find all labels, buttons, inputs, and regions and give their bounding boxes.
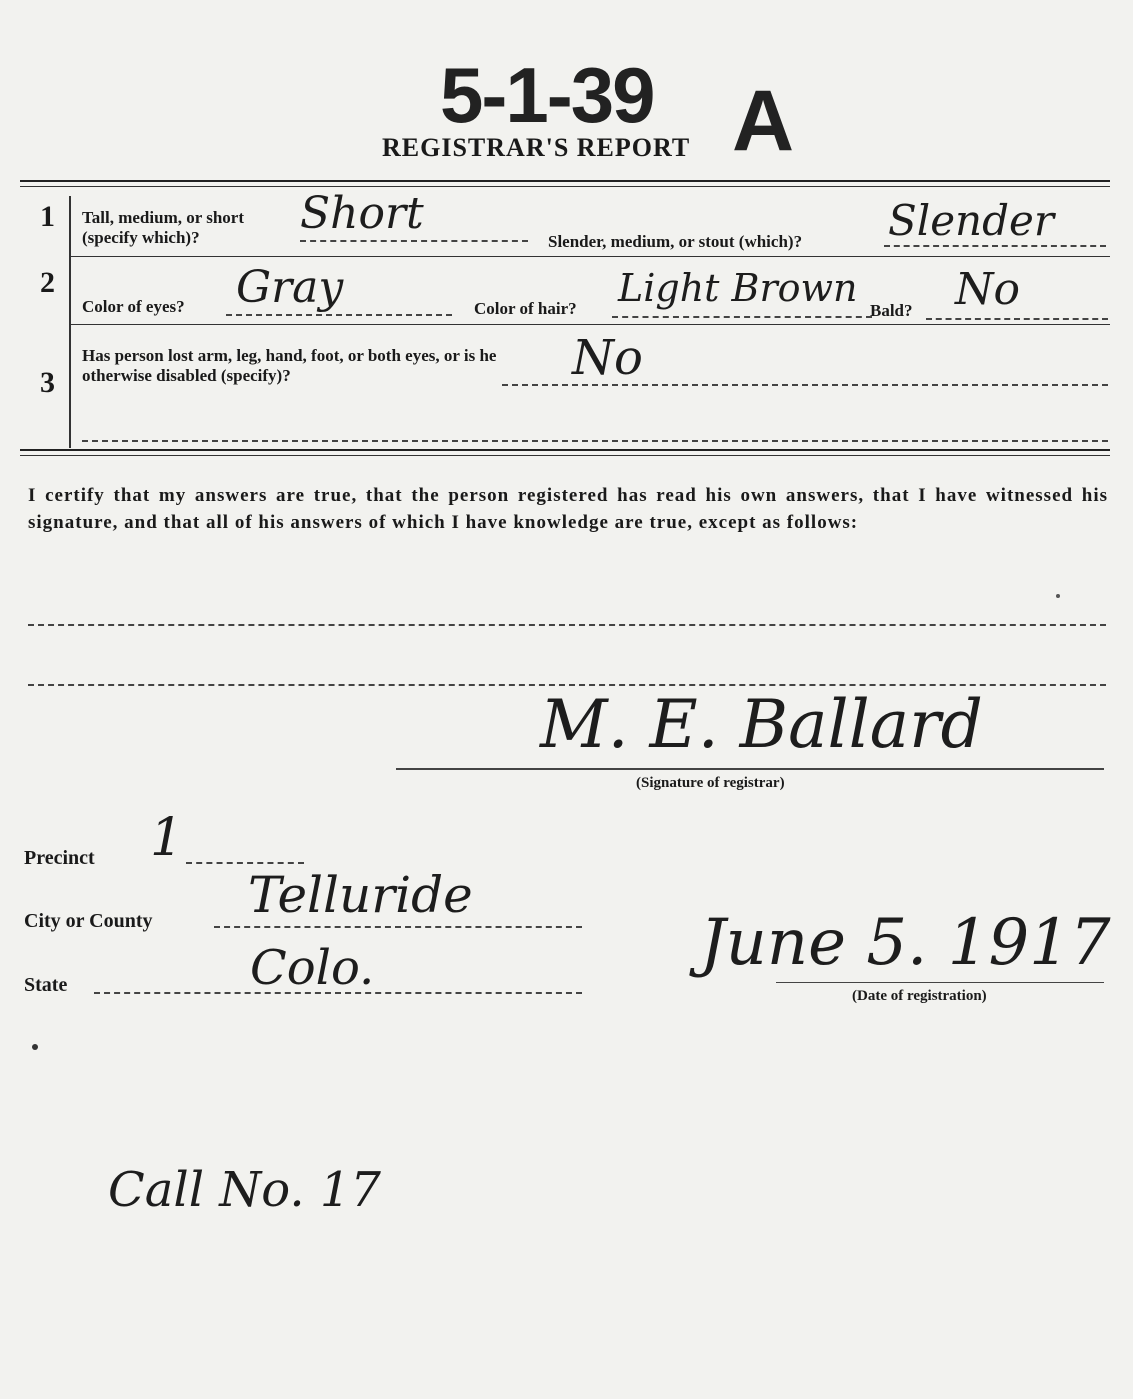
table-bottom-rule-inner — [20, 455, 1110, 456]
row-2-number: 2 — [40, 266, 55, 299]
top-rule — [20, 180, 1110, 182]
city-line — [214, 926, 582, 928]
row-3-disability-label: Has person lost arm, leg, hand, foot, or both eyes, or is he otherwise disabled (specify)? — [82, 346, 497, 385]
precinct-line — [186, 862, 304, 864]
call-number-note: Call No. 17 — [108, 1162, 381, 1218]
row-2-eyes-line — [226, 314, 452, 316]
row-1-number: 1 — [40, 200, 55, 233]
precinct-value: 1 — [150, 808, 184, 868]
page-title: REGISTRAR'S REPORT — [382, 133, 691, 162]
state-label: State — [24, 974, 68, 996]
row-2-bald-line — [926, 318, 1108, 320]
row-2-eyes-value: Gray — [236, 262, 344, 313]
serial-stamp: 5-1-39 — [440, 51, 654, 139]
exception-line-1 — [28, 624, 1106, 626]
row-1-build-label: Slender, medium, or stout (which)? — [548, 232, 803, 251]
row-1-build-value: Slender — [888, 196, 1054, 245]
ink-speck — [1056, 594, 1060, 598]
row-2-hair-label: Color of hair? — [474, 299, 577, 318]
row-1-build-line — [884, 245, 1106, 247]
row-3-number: 3 — [40, 366, 55, 399]
serial-stamp-letter: A — [732, 73, 795, 169]
table-bottom-rule — [20, 449, 1110, 451]
top-rule-inner — [20, 186, 1110, 187]
row-number-divider — [69, 196, 71, 448]
row-2-hair-value: Light Brown — [618, 266, 858, 310]
registration-date: June 5. 1917 — [700, 906, 1111, 980]
signature-caption: (Signature of registrar) — [636, 775, 785, 791]
row-1-height-line — [300, 240, 528, 242]
state-value: Colo. — [250, 940, 375, 996]
row-2-rule — [70, 324, 1110, 325]
row-2-hair-line — [612, 316, 872, 318]
registrar-signature: M. E. Ballard — [540, 686, 983, 763]
city-value: Telluride — [248, 866, 473, 924]
row-3-disability-value: No — [572, 330, 643, 386]
date-line — [776, 982, 1104, 983]
precinct-label: Precinct — [24, 847, 95, 869]
row-2-bald-label: Bald? — [870, 301, 913, 320]
row-3-extra-line — [82, 440, 1108, 442]
date-caption: (Date of registration) — [852, 988, 987, 1004]
row-1-rule — [70, 256, 1110, 257]
ink-speck — [32, 1044, 38, 1050]
signature-line — [396, 768, 1104, 770]
certification-text: I certify that my answers are true, that the person registered has read his own answers, that I have witnessed his signature, and that all of his answers of which I have knowledge are true, except as follows: — [28, 485, 1108, 533]
row-2-eyes-label: Color of eyes? — [82, 297, 185, 316]
row-1-height-label: Tall, medium, or short (specify which)? — [82, 208, 244, 247]
city-label: City or County — [24, 910, 153, 932]
row-1-height-value: Short — [300, 188, 424, 239]
row-2-bald-value: No — [955, 264, 1020, 315]
